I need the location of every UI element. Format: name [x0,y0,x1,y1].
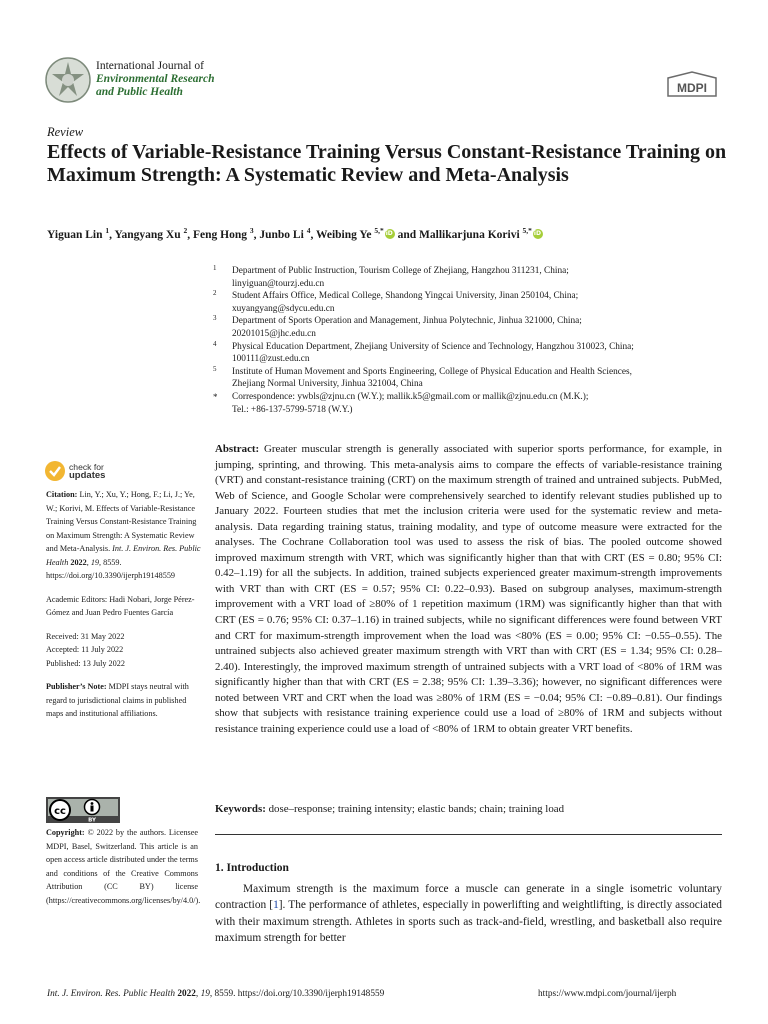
publishers-note-label: Publisher’s Note: [46,682,107,691]
mdpi-logo-text: MDPI [677,81,707,95]
affiliation-item [208,315,728,340]
author-name: Yiguan Lin [47,228,103,241]
cc-by-license-badge[interactable] [46,797,120,823]
cc-by-label: BY [88,817,96,823]
journal-name-line1: International Journal of [96,60,204,72]
correspondence-line1: Correspondence: ywbls@zjnu.cn (W.Y.); mallik.k5@gmail.com or mallik@zjnu.edu.cn (M.K.); [232,391,589,402]
abstract-label: Abstract: [215,443,260,455]
section-heading-introduction: 1. Introduction [215,862,289,874]
article-title: Effects of Variable-Resistance Training Versus Constant-Resistance Training on Maximum Strength: A Systematic Review and Meta-Analysis [47,141,727,186]
author-affiliation-mark: 5,* [374,226,384,235]
citation-text: Lin, Y.; Xu, Y.; Hong, F.; Li, J.; Ye, W.; Korivi, M. Effects of Variable-Resistance Training Versus Constant-Resistance Training on Maximum Strength: A Systematic Review and Meta-Analysis. [46,490,197,553]
footer-volume: 19 [200,989,210,999]
article-type: Review [47,125,84,139]
published-date: Published: 13 July 2022 [46,658,125,668]
author-affiliation-mark: 3 [249,226,254,235]
academic-editors: Academic Editors: Hadi Nobari, Jorge Pérez-Gómez and Juan Pedro Fuentes García [46,594,195,617]
abstract [215,442,722,737]
author-name: Yangyang Xu [114,228,181,241]
affiliation-number: 5 [213,364,217,373]
orcid-icon[interactable] [385,229,395,239]
citation-journal: Int. J. Environ. Res. Public Health [46,544,201,567]
copyright-notice [46,826,201,908]
check-updates-icon [44,460,66,482]
author-name: Feng Hong [193,228,247,241]
intro-text-part1: Maximum strength is the maximum force a muscle can generate in a single isometric voluntary contraction [ [215,883,722,912]
footer-journal-url[interactable]: https://www.mdpi.com/journal/ijerph [538,989,677,999]
author-separator: and [394,228,420,241]
author-name: Junbo Li [259,228,304,241]
affiliation-number: 4 [213,339,217,348]
affiliation-item [208,265,728,290]
author-name: Mallikarjuna Korivi [419,228,520,241]
footer-journal: Int. J. Environ. Res. Public Health [47,989,175,999]
journal-logo-icon [44,56,92,104]
journal-name-line2: Environmental Research [96,73,215,85]
affiliation-line2: 100111@zust.edu.cn [232,354,310,365]
introduction-paragraph [215,881,722,946]
section-divider [215,834,722,835]
mdpi-logo [664,70,720,100]
author-affiliation-mark: 5,* [522,226,532,235]
affiliation-line2: linyiguan@tourzj.edu.cn [232,278,325,289]
check-updates-line2: updates [69,470,106,481]
footer-citation: Int. J. Environ. Res. Public Health 2022, 19, 8559. https://doi.org/10.3390/ijerph19148559 [47,989,385,999]
keywords [215,803,722,815]
copyright-label: Copyright: [46,828,85,837]
journal-name [96,60,215,99]
abstract-text: Greater muscular strength is generally associated with superior sports performance, for example, in jumping, sprinting, and throwing. This meta-analysis aims to compare the effects of variable-resistance training (VRT) and constant-resistance training (CRT) on the maximum strength of trained and untrained subjects. PubMed, Web of Science, and Google Scholar were comprehensively searched to identify relevant studies published up to January 2022. Fourteen studies that met the inclusion criteria were used for the systematic review and meta-analysis. Data regarding training status, training modality, and type of outcome measure were extracted for the analyses. The Cochrane Collaboration tool was used to assess the risk of bias. The pooled outcome showed improved maximum strength with VRT, which was significantly higher than that with CRT (ES = 0.80; 95% CI: 0.42–1.19) for all the subjects. In addition, trained subjects experienced greater maximum-strength improvements with VRT than with CRT (ES = 0.57; 95% CI: 0.22–0.93). Based on subgroup analyses, maximum-strength improvement with a VRT load of ≥80% of 1 repetition maximum (1RM) was significantly higher than that with CRT (ES = 0.76; 95% CI: 0.37–1.16) in trained subjects, while no significant differences were found between VRT and CRT for maximum-strength improvement when the load was <80% (ES = 0.00; 95% CI: −0.55–0.55). The untrained subjects also achieved greater maximum strength with VRT than with CRT (ES = 1.34; 95% CI: 0.28–2.40). Interestingly, the improved maximum strength of untrained subjects with a VRT load of <80% of 1RM was significantly higher than that with CRT (ES = 2.38; 95% CI: 1.39–3.36); however, no significant differences were noted between VRT and CRT when the load was ≥80% of 1RM (ES = −0.04; 95% CI: −0.89–0.81). Our findings show that subjects with resistance training experience could use a load of ≥80% of 1RM and subjects without resistance training experience could use a load of <80% of 1RM to obtain greater VRT benefits. [215,443,722,735]
journal-name-line3: and Public Health [96,86,183,98]
affiliation-line2: xuyangyang@sdycu.edu.cn [232,303,335,314]
affiliation-line1: Physical Education Department, Zhejiang University of Science and Technology, Hangzhou 310023, China; [232,341,634,352]
affiliation-number: 2 [213,289,217,298]
publishers-note [46,680,201,721]
author-name: Weibing Ye [315,228,372,241]
author-affiliation-mark: 4 [306,226,311,235]
publishers-note-text: MDPI stays neutral with regard to jurisdictional claims in published maps and institutional affiliations. [46,682,189,718]
author-separator: , [187,228,193,241]
check-updates-line1: check for [69,462,104,472]
correspondence-line2: Tel.: +86-137-5799-5718 (W.Y.) [232,404,353,415]
affiliation-number: 1 [213,264,217,272]
footer-year: 2022 [177,989,196,999]
orcid-icon[interactable] [533,229,543,239]
affiliation-line1: Department of Public Instruction, Tourism College of Zhejiang, Hangzhou 311231, China; [232,266,569,276]
received-date: Received: 31 May 2022 [46,631,125,641]
author-affiliation-mark: 1 [105,226,110,235]
author-separator: , [310,228,316,241]
affiliation-item [208,341,728,366]
accepted-date: Accepted: 11 July 2022 [46,645,124,654]
copyright-text: © 2022 by the authors. Licensee MDPI, Basel, Switzerland. This article is an open access article distributed under the terms and conditions of the Creative Commons Attribution (CC BY) license (https://creativecommons.org/licenses/by/4.0/). [46,828,201,905]
keywords-text: dose–response; training intensity; elastic bands; chain; training load [268,803,565,815]
svg-text:cc: cc [54,806,66,817]
affiliation-number: 3 [213,314,217,323]
affiliation-line2: 20201015@jhc.edu.cn [232,328,316,339]
author-separator: , [109,228,115,241]
affiliation-item [208,290,728,315]
affiliation-line1: Department of Sports Operation and Management, Jinhua Polytechnic, Jinhua 321000, China; [232,316,582,327]
citation: Citation: Lin, Y.; Xu, Y.; Hong, F.; Li, J.; Ye, W.; Korivi, M. Effects of Variable-Resistance Training Versus Constant-Resistance Training on Maximum Strength: A Systematic Review and Meta-Analysis. Int. J. Environ. Res. Public Health 2022, 19, 8559. https://doi.org/10.3390/ijerph19148559 [46,490,201,580]
affiliation-line1: Student Affairs Office, Medical College, Shandong Yingcai University, Jinan 250104, China; [232,291,579,302]
citation-doi[interactable]: 8559. https://doi.org/10.3390/ijerph19148559 [46,557,176,580]
author-affiliation-mark: 2 [183,226,188,235]
correspondence-mark: * [213,391,218,402]
keywords-label: Keywords: [215,803,266,815]
article-info-sidebar [46,488,201,721]
reference-link-1[interactable]: 1 [273,899,279,912]
affiliation-line1: Institute of Human Movement and Sports Engineering, College of Physical Education and Health Sciences, [232,366,632,377]
correspondence [208,391,728,416]
affiliations [208,265,728,416]
check-for-updates-button[interactable] [44,460,134,486]
intro-text-part2: ]. The performance of athletes, especially in powerlifting and weightlifting, is directly associated with their maximum strength. Athletes in sports such as track-and-field, wrestling, and basketball also require maximum strength for better [215,899,722,944]
author-separator: , [253,228,260,241]
citation-volume: 19 [90,557,99,567]
citation-label: Citation: [46,490,78,499]
footer-doi[interactable]: 8559. https://doi.org/10.3390/ijerph19148559 [214,989,385,999]
affiliation-line2: Zhejiang Normal University, Jinhua 321004, China [232,379,423,390]
affiliation-item [208,366,728,391]
author-list [47,226,747,241]
citation-year: 2022 [70,557,87,567]
